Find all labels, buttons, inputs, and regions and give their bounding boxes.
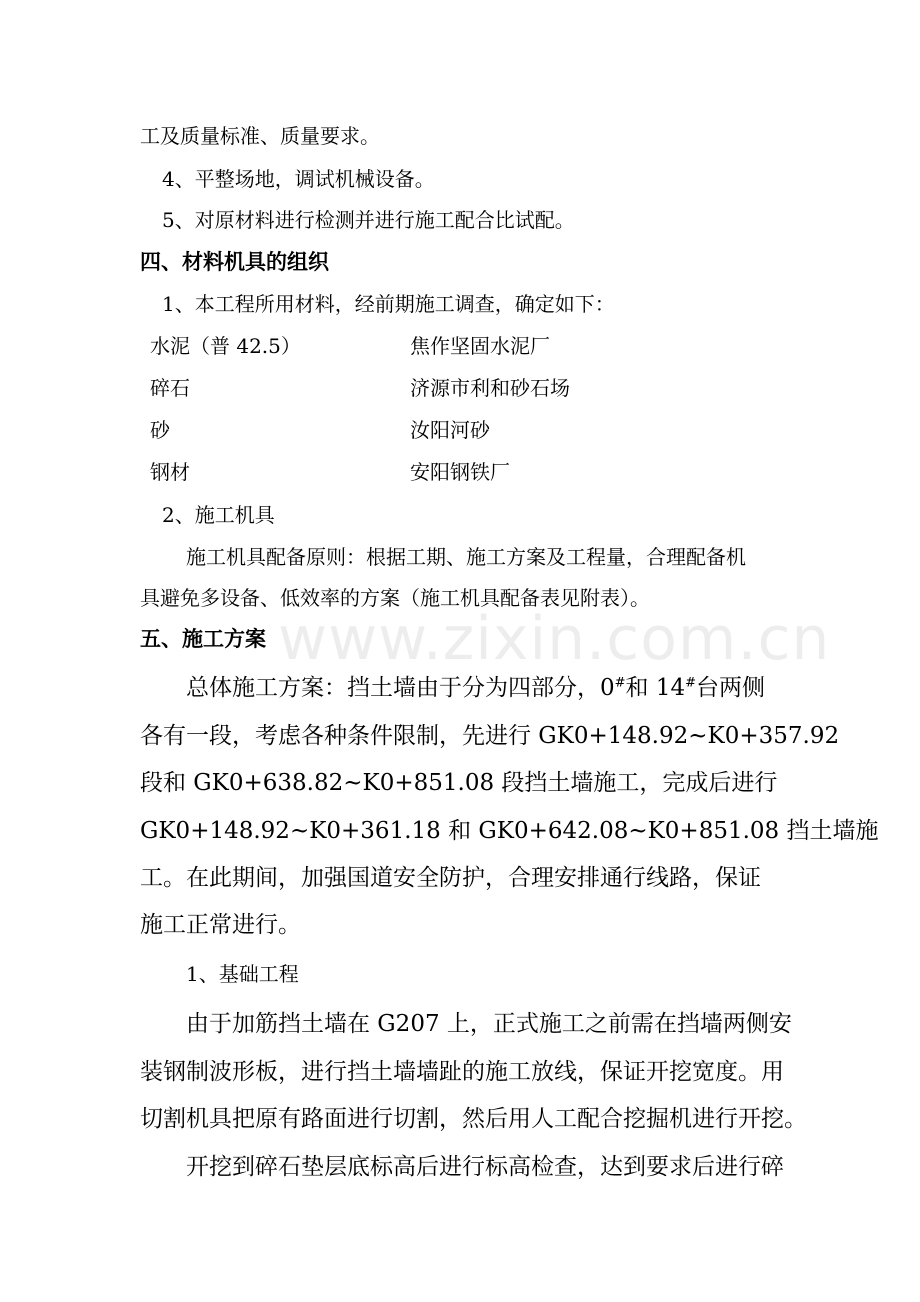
material-source: 汝阳河砂 bbox=[410, 418, 490, 442]
material-source: 济源市利和砂石场 bbox=[410, 376, 570, 400]
materials-intro: 1、本工程所用材料，经前期施工调查，确定如下： bbox=[162, 292, 615, 316]
tools-paragraph-line: 具避免多设备、低效率的方案（施工机具配备表见附表）。 bbox=[140, 586, 650, 610]
foundation-paragraph-line: 由于加筋挡土墙在 G207 上，正式施工之前需在挡墙两侧安 bbox=[186, 1011, 792, 1037]
list-item-5: 5、对原材料进行检测并进行施工配合比试配。 bbox=[162, 208, 575, 232]
tools-subheading: 2、施工机具 bbox=[162, 503, 275, 527]
overall-plan-line: 各有一段，考虑各种条件限制，先进行 GK0+148.92~K0+357.92 bbox=[140, 723, 840, 749]
material-source: 安阳钢铁厂 bbox=[410, 460, 510, 484]
foundation-paragraph-line: 切割机具把原有路面进行切割，然后用人工配合挖掘机进行开挖。 bbox=[140, 1106, 807, 1132]
material-source: 焦作坚固水泥厂 bbox=[410, 334, 550, 358]
overall-plan-line: 总体施工方案：挡土墙由于分为四部分，0#和 14#台两侧 bbox=[186, 675, 766, 701]
material-name: 碎石 bbox=[150, 376, 190, 400]
material-name: 水泥（普 42.5） bbox=[150, 334, 301, 358]
watermark: www.zixin.com.cn bbox=[278, 604, 831, 674]
section-heading-5: 五、施工方案 bbox=[140, 627, 266, 651]
intro-line: 工及质量标准、质量要求。 bbox=[140, 124, 380, 148]
material-name: 钢材 bbox=[150, 460, 190, 484]
list-item-4: 4、平整场地，调试机械设备。 bbox=[162, 167, 435, 191]
material-name: 砂 bbox=[150, 418, 170, 442]
tools-paragraph-line: 施工机具配备原则：根据工期、施工方案及工程量，合理配备机 bbox=[186, 545, 746, 569]
overall-plan-line: 施工正常进行。 bbox=[140, 912, 301, 938]
overall-plan-line: GK0+148.92~K0+361.18 和 GK0+642.08~K0+851.08 挡土墙施 bbox=[140, 818, 879, 844]
foundation-paragraph-line: 装钢制波形板，进行挡土墙墙趾的施工放线，保证开挖宽度。用 bbox=[140, 1059, 784, 1085]
foundation-paragraph-line: 开挖到碎石垫层底标高后进行标高检查，达到要求后进行碎 bbox=[186, 1154, 784, 1180]
overall-plan-line: 段和 GK0+638.82~K0+851.08 段挡土墙施工，完成后进行 bbox=[140, 770, 778, 796]
overall-plan-line: 工。在此期间，加强国道安全防护，合理安排通行线路，保证 bbox=[140, 865, 761, 891]
foundation-subheading: 1、基础工程 bbox=[186, 962, 299, 986]
section-heading-4: 四、材料机具的组织 bbox=[140, 250, 329, 274]
